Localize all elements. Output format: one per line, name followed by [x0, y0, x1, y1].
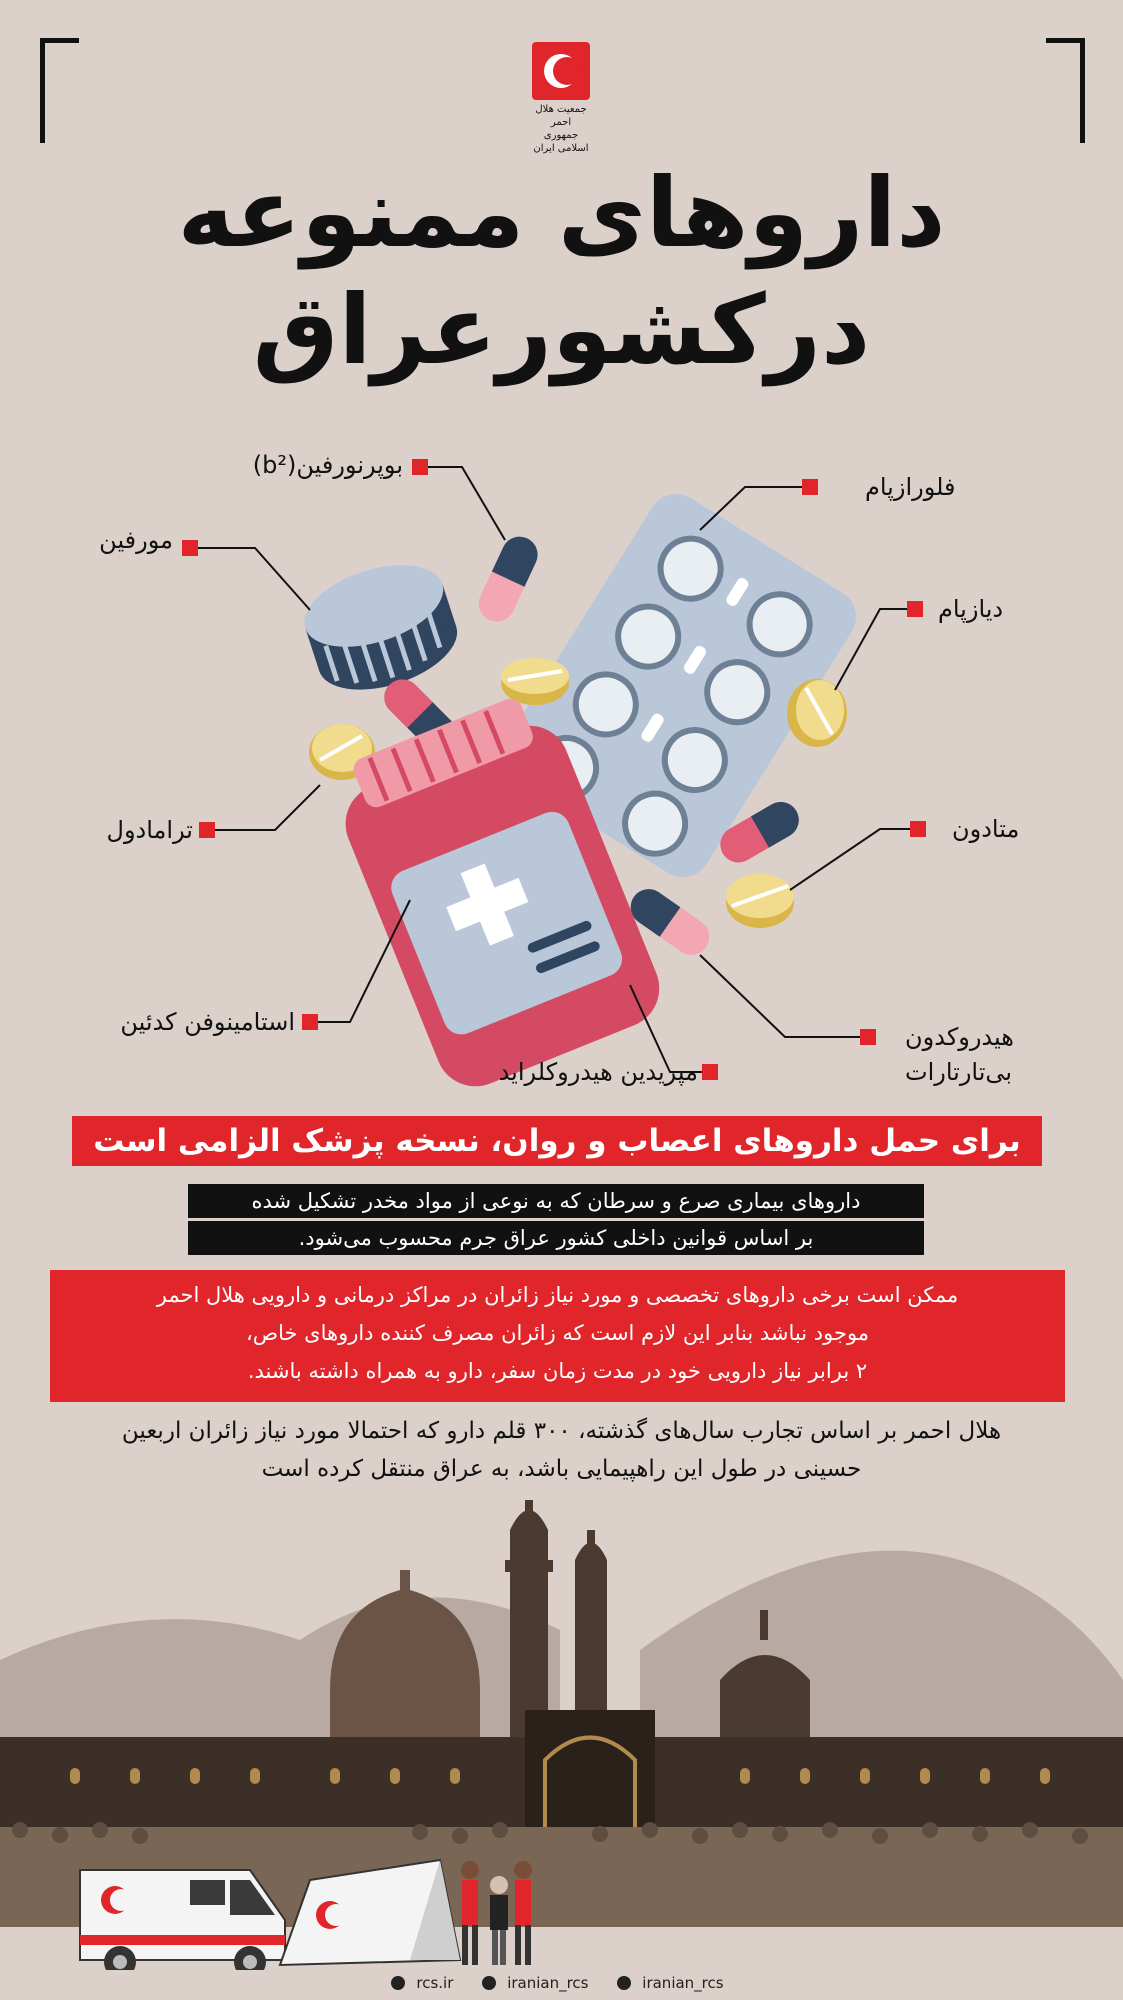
advice-box: [50, 1270, 1065, 1402]
drug-label-flurazepam: فلورازپام: [865, 473, 956, 501]
drug-label-buprenorphine: بوپرنورفین(b²): [252, 451, 403, 479]
advice-line1: ممکن است برخی داروهای تخصصی و مورد نیاز زائران در مراکز درمانی و دارویی هلال احمر: [156, 1283, 959, 1307]
footer-site[interactable]: [391, 1974, 461, 1992]
note-line1: هلال احمر بر اساس تجارب سال‌های گذشته، ۳۰۰ قلم دارو که احتمالا مورد نیاز زائران اربعین: [121, 1418, 1002, 1444]
shrine-scene-illustration: [0, 1470, 1123, 1970]
drug-label-hydrocodone-line1: هیدروکدون: [905, 1023, 1014, 1051]
page-title-line2: درکشورعراق: [252, 274, 871, 386]
yellow-pill-icon: [501, 658, 569, 705]
epilepsy-cancer-note-line2: بر اساس قوانین داخلی کشور عراق جرم محسوب می‌شود.: [188, 1221, 924, 1255]
epilepsy-cancer-note-line1: داروهای بیماری صرع و سرطان که به نوعی از مواد مخدر تشکیل شده: [188, 1184, 924, 1218]
instagram-icon: [482, 1976, 496, 1990]
prescription-banner: برای حمل داروهای اعصاب و روان، نسخه پزشک الزامی است: [72, 1116, 1042, 1166]
yellow-pill-icon: [726, 874, 794, 928]
globe-icon: [391, 1976, 405, 1990]
capsule-icon: [473, 531, 544, 628]
drug-label-morphine: مورفین: [99, 526, 173, 554]
ambulance-icon: [80, 1870, 285, 1970]
advice-line3: ۲ برابر نیاز دارویی خود در مدت زمان سفر، دارو به همراه داشته باشند.: [247, 1359, 868, 1383]
corner-bracket-left: [40, 38, 79, 143]
drug-label-tramadol: ترامادول: [106, 816, 193, 844]
logo-caption: [528, 103, 594, 155]
corner-bracket-right: [1046, 38, 1085, 143]
drug-label-acetaminophen-codeine: استامینوفن کدئین: [120, 1008, 295, 1036]
logo-caption-line2: جمهوری اسلامی ایران: [533, 130, 589, 154]
drug-label-hydrocodone-line2: بی‌تارتارات: [905, 1058, 1013, 1086]
footer-links: [0, 1974, 1123, 1992]
drug-label-methadone: متادون: [952, 815, 1020, 843]
footer-site-text: rcs.ir: [416, 1974, 454, 1992]
page-title-line1: داروهای ممنوعه: [177, 157, 946, 269]
yellow-pill-icon: [787, 679, 847, 747]
drug-label-diazepam: دیازپام: [938, 595, 1004, 623]
footer-social-text: iranian_rcs: [642, 1974, 724, 1992]
logo-caption-line1: جمعیت هلال احمر: [535, 104, 587, 128]
red-crescent-icon: [532, 42, 590, 100]
note-line2: حسینی در طول این راهپیمایی باشد، به عراق منتقل کرده است: [261, 1456, 862, 1482]
red-crescent-logo: [528, 42, 594, 155]
telegram-icon: [617, 1976, 631, 1990]
volunteers-icon: [461, 1861, 532, 1965]
jar-lid-icon: [294, 549, 467, 705]
footer-social[interactable]: [617, 1974, 731, 1992]
footer-instagram-text: iranian_rcs: [507, 1974, 589, 1992]
advice-line2: موجود نباشد بنابر این لازم است که زائران مصرف کننده داروهای خاص،: [245, 1321, 870, 1345]
drug-label-meperidine: مپریدین هیدروکلراید: [498, 1058, 698, 1086]
footer-instagram[interactable]: [482, 1974, 596, 1992]
